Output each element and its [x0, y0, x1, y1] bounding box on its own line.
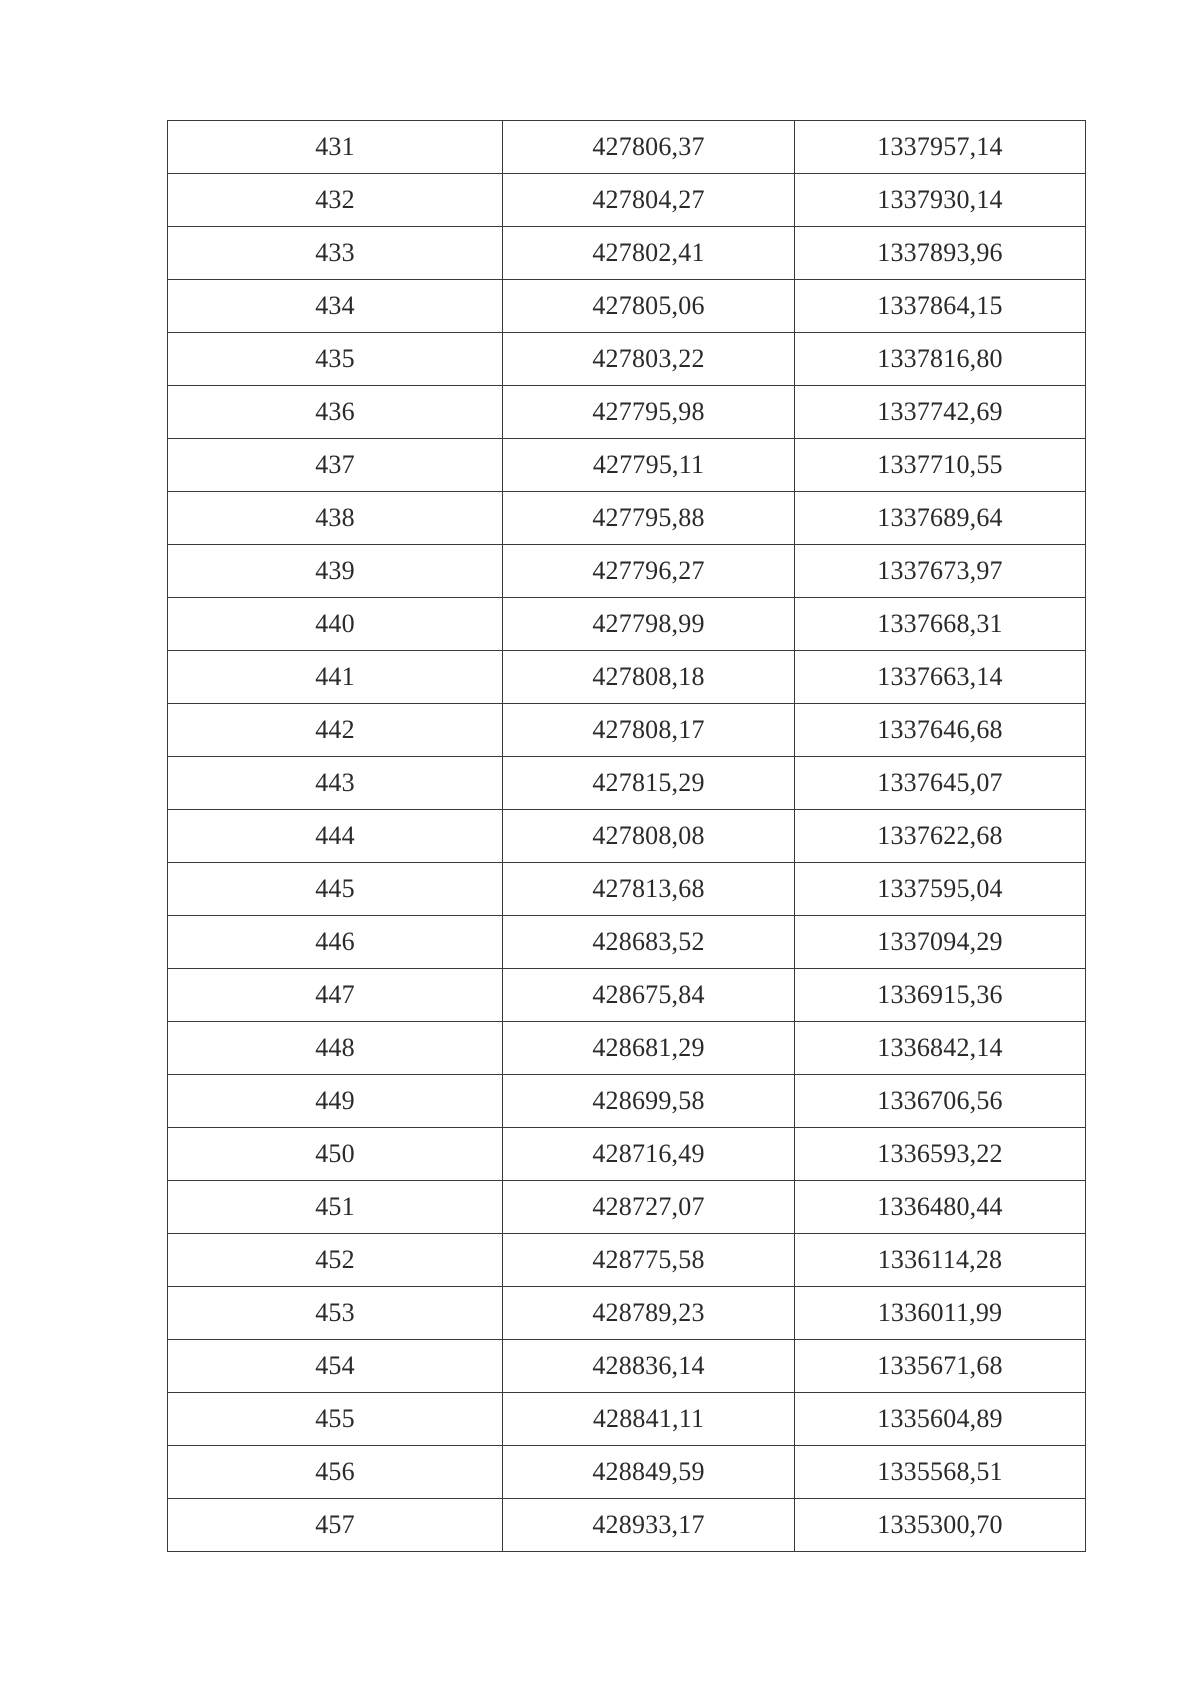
table-row: [168, 969, 1086, 1022]
table-row: [168, 651, 1086, 704]
y-coordinate-cell: 1337689,64: [795, 492, 1086, 545]
y-coordinate-cell: 1337742,69: [795, 386, 1086, 439]
table-row: [168, 545, 1086, 598]
table-row: [168, 916, 1086, 969]
x-coordinate-cell: 427795,88: [503, 492, 795, 545]
point-number-cell: 437: [168, 439, 503, 492]
x-coordinate-cell: 427813,68: [503, 863, 795, 916]
x-coordinate-cell: 428681,29: [503, 1022, 795, 1075]
table-row: [168, 1234, 1086, 1287]
table-row: [168, 227, 1086, 280]
coordinates-table: [167, 120, 1086, 1552]
x-coordinate-cell: 427803,22: [503, 333, 795, 386]
y-coordinate-cell: 1337864,15: [795, 280, 1086, 333]
y-coordinate-cell: 1337893,96: [795, 227, 1086, 280]
table-row: [168, 1022, 1086, 1075]
point-number-cell: 444: [168, 810, 503, 863]
table-row: [168, 1075, 1086, 1128]
x-coordinate-cell: 427808,17: [503, 704, 795, 757]
point-number-cell: 433: [168, 227, 503, 280]
point-number-cell: 432: [168, 174, 503, 227]
point-number-cell: 438: [168, 492, 503, 545]
y-coordinate-cell: 1337816,80: [795, 333, 1086, 386]
x-coordinate-cell: 427796,27: [503, 545, 795, 598]
point-number-cell: 435: [168, 333, 503, 386]
x-coordinate-cell: 428716,49: [503, 1128, 795, 1181]
point-number-cell: 457: [168, 1499, 503, 1552]
point-number-cell: 440: [168, 598, 503, 651]
table-row: [168, 121, 1086, 174]
x-coordinate-cell: 427795,11: [503, 439, 795, 492]
x-coordinate-cell: 428727,07: [503, 1181, 795, 1234]
table-row: [168, 1393, 1086, 1446]
point-number-cell: 450: [168, 1128, 503, 1181]
point-number-cell: 448: [168, 1022, 503, 1075]
y-coordinate-cell: 1337673,97: [795, 545, 1086, 598]
table-row: [168, 1499, 1086, 1552]
table-row: [168, 863, 1086, 916]
table-row: [168, 1287, 1086, 1340]
x-coordinate-cell: 428789,23: [503, 1287, 795, 1340]
point-number-cell: 449: [168, 1075, 503, 1128]
point-number-cell: 442: [168, 704, 503, 757]
y-coordinate-cell: 1336114,28: [795, 1234, 1086, 1287]
y-coordinate-cell: 1335300,70: [795, 1499, 1086, 1552]
point-number-cell: 453: [168, 1287, 503, 1340]
x-coordinate-cell: 428836,14: [503, 1340, 795, 1393]
table-row: [168, 1181, 1086, 1234]
point-number-cell: 439: [168, 545, 503, 598]
y-coordinate-cell: 1336915,36: [795, 969, 1086, 1022]
point-number-cell: 454: [168, 1340, 503, 1393]
x-coordinate-cell: 428933,17: [503, 1499, 795, 1552]
coordinates-table-body: [168, 121, 1086, 1552]
table-row: [168, 810, 1086, 863]
table-row: [168, 1446, 1086, 1499]
point-number-cell: 455: [168, 1393, 503, 1446]
x-coordinate-cell: 428675,84: [503, 969, 795, 1022]
x-coordinate-cell: 427815,29: [503, 757, 795, 810]
table-row: [168, 704, 1086, 757]
y-coordinate-cell: 1337957,14: [795, 121, 1086, 174]
table-row: [168, 386, 1086, 439]
y-coordinate-cell: 1335671,68: [795, 1340, 1086, 1393]
table-row: [168, 492, 1086, 545]
table-row: [168, 333, 1086, 386]
y-coordinate-cell: 1336011,99: [795, 1287, 1086, 1340]
x-coordinate-cell: 427804,27: [503, 174, 795, 227]
y-coordinate-cell: 1337930,14: [795, 174, 1086, 227]
point-number-cell: 451: [168, 1181, 503, 1234]
x-coordinate-cell: 428849,59: [503, 1446, 795, 1499]
y-coordinate-cell: 1335568,51: [795, 1446, 1086, 1499]
table-row: [168, 280, 1086, 333]
table-row: [168, 598, 1086, 651]
table-row: [168, 1128, 1086, 1181]
point-number-cell: 452: [168, 1234, 503, 1287]
point-number-cell: 441: [168, 651, 503, 704]
table-row: [168, 1340, 1086, 1393]
x-coordinate-cell: 427808,18: [503, 651, 795, 704]
x-coordinate-cell: 428775,58: [503, 1234, 795, 1287]
point-number-cell: 436: [168, 386, 503, 439]
y-coordinate-cell: 1336706,56: [795, 1075, 1086, 1128]
point-number-cell: 434: [168, 280, 503, 333]
x-coordinate-cell: 427806,37: [503, 121, 795, 174]
y-coordinate-cell: 1337668,31: [795, 598, 1086, 651]
y-coordinate-cell: 1337646,68: [795, 704, 1086, 757]
y-coordinate-cell: 1336842,14: [795, 1022, 1086, 1075]
point-number-cell: 431: [168, 121, 503, 174]
x-coordinate-cell: 427795,98: [503, 386, 795, 439]
y-coordinate-cell: 1336593,22: [795, 1128, 1086, 1181]
y-coordinate-cell: 1337622,68: [795, 810, 1086, 863]
x-coordinate-cell: 427805,06: [503, 280, 795, 333]
x-coordinate-cell: 428699,58: [503, 1075, 795, 1128]
table-row: [168, 439, 1086, 492]
y-coordinate-cell: 1337595,04: [795, 863, 1086, 916]
x-coordinate-cell: 428683,52: [503, 916, 795, 969]
point-number-cell: 443: [168, 757, 503, 810]
y-coordinate-cell: 1337094,29: [795, 916, 1086, 969]
point-number-cell: 456: [168, 1446, 503, 1499]
x-coordinate-cell: 427802,41: [503, 227, 795, 280]
y-coordinate-cell: 1337645,07: [795, 757, 1086, 810]
point-number-cell: 447: [168, 969, 503, 1022]
x-coordinate-cell: 427798,99: [503, 598, 795, 651]
y-coordinate-cell: 1336480,44: [795, 1181, 1086, 1234]
table-row: [168, 174, 1086, 227]
y-coordinate-cell: 1337663,14: [795, 651, 1086, 704]
point-number-cell: 445: [168, 863, 503, 916]
x-coordinate-cell: 428841,11: [503, 1393, 795, 1446]
point-number-cell: 446: [168, 916, 503, 969]
table-row: [168, 757, 1086, 810]
y-coordinate-cell: 1335604,89: [795, 1393, 1086, 1446]
y-coordinate-cell: 1337710,55: [795, 439, 1086, 492]
x-coordinate-cell: 427808,08: [503, 810, 795, 863]
